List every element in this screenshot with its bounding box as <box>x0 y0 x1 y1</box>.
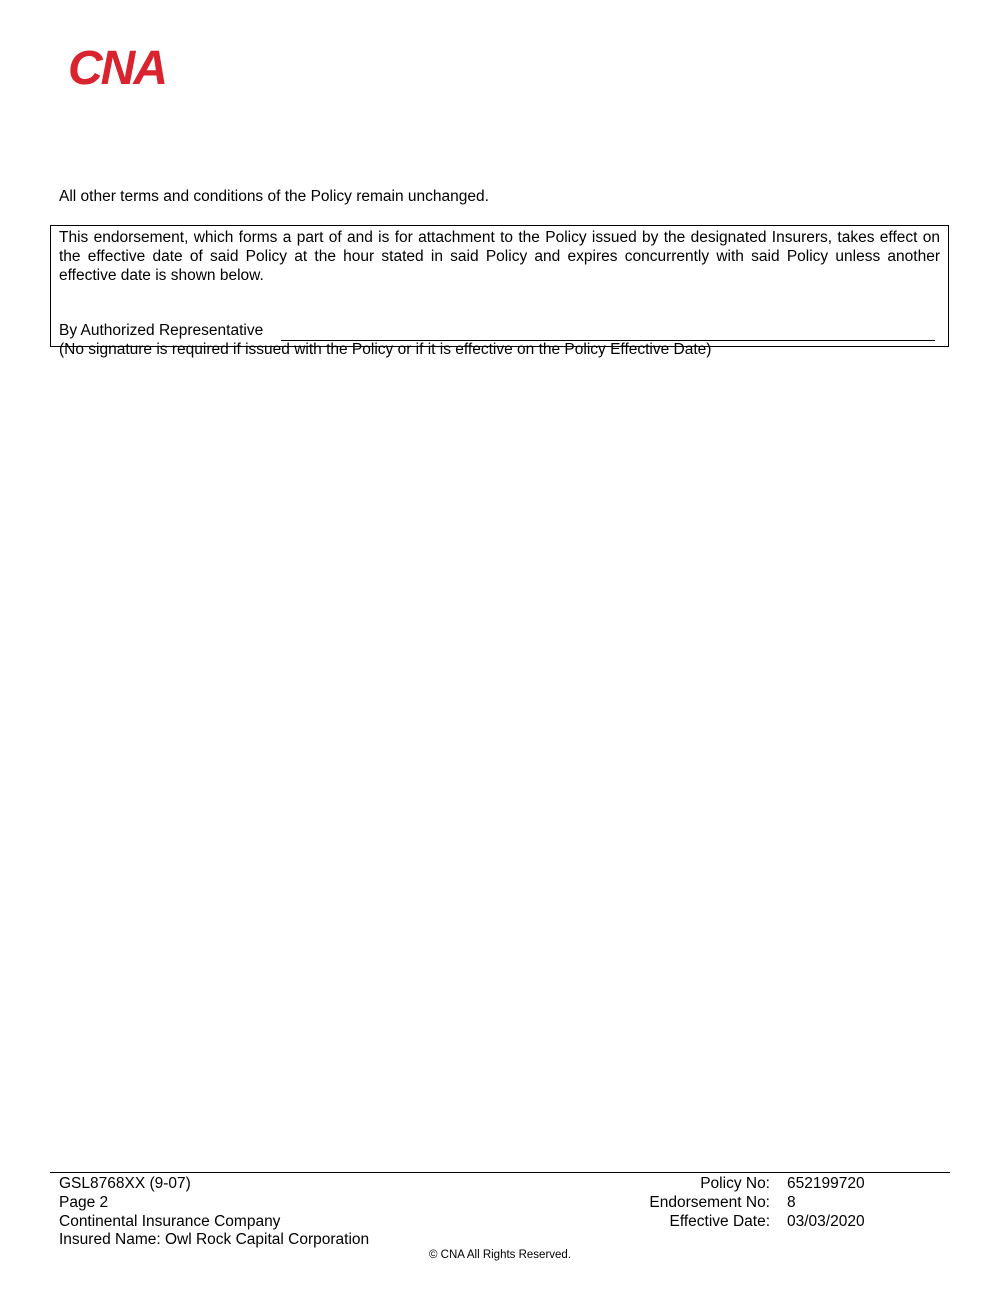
no-signature-note: (No signature is required if issued with the Policy or if it is effective on the Policy Effective Date) <box>59 341 712 358</box>
endorsement-number-row <box>600 1194 930 1213</box>
terms-unchanged-statement: All other terms and conditions of the Policy remain unchanged. <box>59 188 489 205</box>
effective-date-label: Effective Date: <box>669 1212 770 1230</box>
cna-logo-mark <box>66 44 190 88</box>
insured-name: Insured Name: Owl Rock Capital Corporation <box>59 1231 370 1249</box>
footer-divider <box>50 1172 950 1173</box>
cna-logo-text: CNA <box>68 44 166 88</box>
effective-date-value: 03/03/2020 <box>787 1212 865 1230</box>
endorsement-number-value: 8 <box>787 1193 796 1211</box>
page-number: Page 2 <box>59 1193 109 1211</box>
policy-number-value: 652199720 <box>787 1175 865 1192</box>
authorized-representative-label: By Authorized Representative <box>59 322 264 339</box>
copyright-notice: © CNA All Rights Reserved. <box>428 1249 572 1261</box>
endorsement-number-label: Endorsement No: <box>649 1193 770 1211</box>
endorsement-attachment-text: This endorsement, which forms a part of and is for attachment to the Policy issued by the designated Insurers, takes effect on the effective date of said Policy at the hour stated in said Policy and expires concurrently with said Policy unless another effective date is shown below. <box>59 229 940 284</box>
cna-logo <box>66 44 190 88</box>
footer-left-block <box>59 1175 369 1250</box>
effective-date-row <box>600 1213 930 1232</box>
policy-number-row <box>600 1175 930 1194</box>
footer-right-block <box>600 1175 930 1231</box>
policy-number-label: Policy No: <box>700 1175 770 1192</box>
company-name: Continental Insurance Company <box>59 1212 281 1230</box>
endorsement-attachment-box <box>50 225 949 358</box>
form-number: GSL8768XX (9-07) <box>59 1175 191 1192</box>
